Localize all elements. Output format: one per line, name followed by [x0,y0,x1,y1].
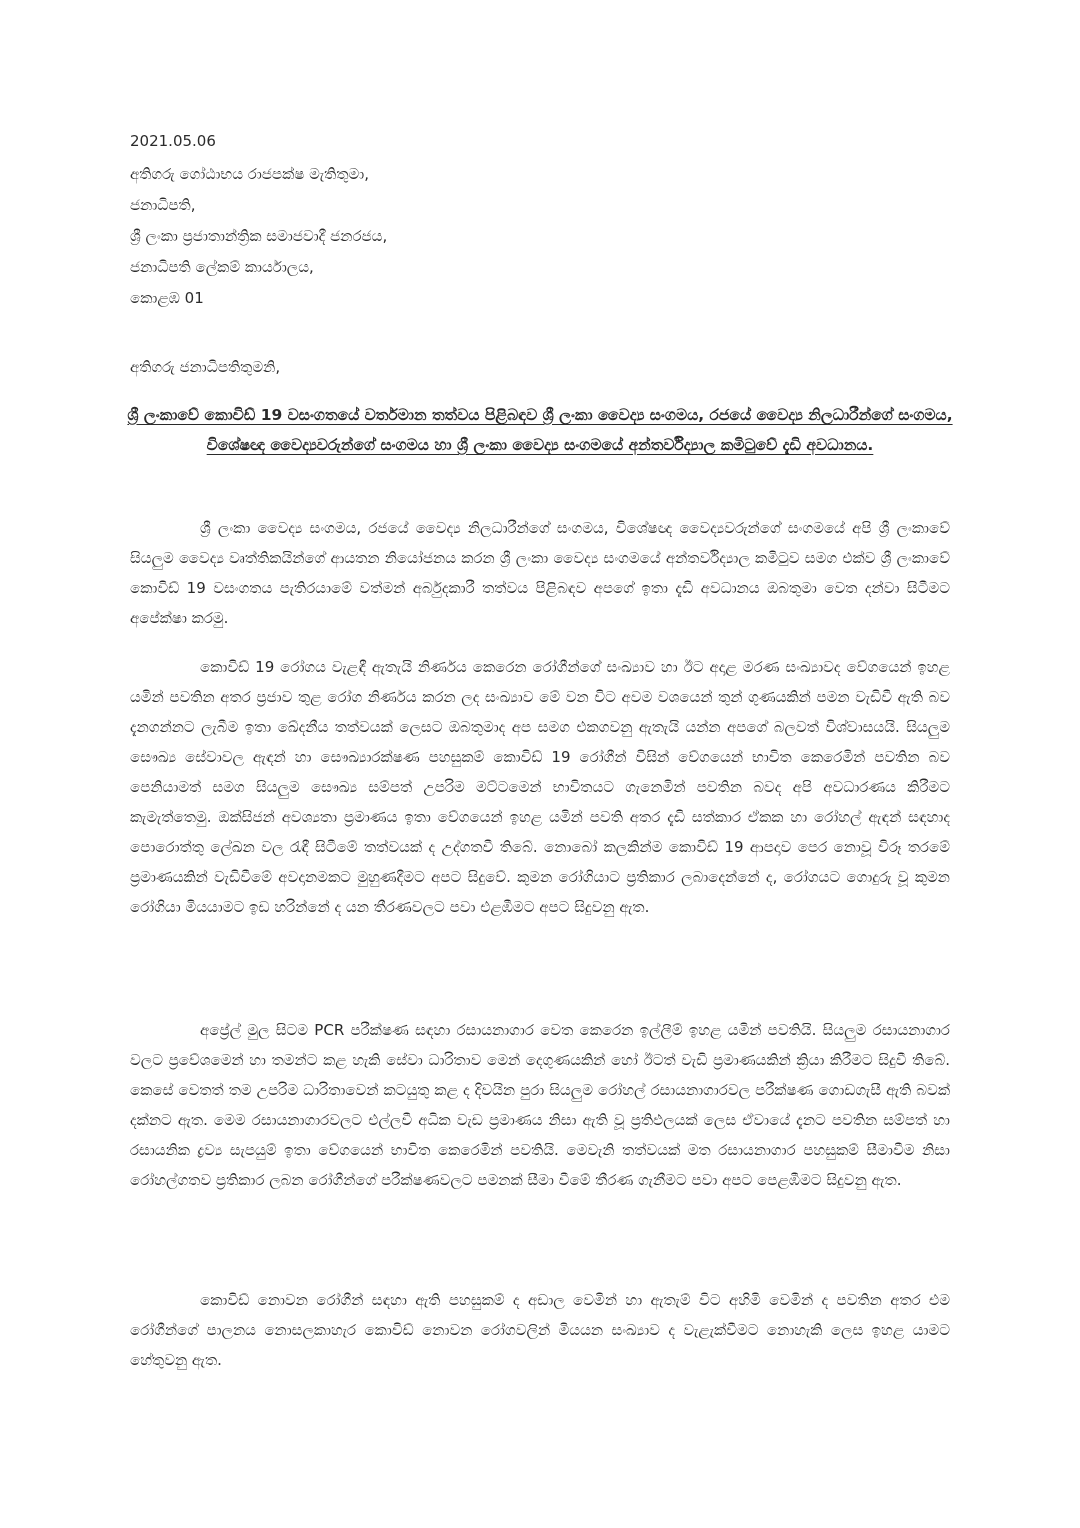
body-paragraph: කොවිඩ් 19 රෝගය වැළඳී ඇතැයි නිර්ණය කෙරෙන රෝගීන්ගේ සංඛ්‍යාව හා ඊට අදාළ මරණ සංඛ්‍යාවද වේගයෙන් ඉහළ යමින් පවතින අතර ප්‍රජාව තුළ රෝග නිර්ණය කරන ලද සංඛ්‍යාව මේ වන විට අවම වශයෙන් තුන් ගුණයකින් පමන වැඩිවී ඇති බව දැනගන්නට ලැබීම ඉතා ඛේදනීය තත්වයක් ලෙසට ඔබතුමාද අප සමග එකගවනු ඇතැයි යන්න අපගේ බලවත් විශ්වාසයයි. සියලුම සෞඛ්‍ය සේවාවල ඇඳන් හා සෞඛ්‍යාරක්ෂණ පහසුකම් කොවිඩ් 19 රෝගීන් විසින් වේගයෙන් භාවිත කෙරෙමින් පවතින බව පෙනියාමත් සමග සියලුම සෞඛ්‍ය සම්පත් උපරිම මට්ටමෙන් භාවිතයට ගැනෙමින් පවතින බවද අපි අවධාරණය කිරීමට කැමැත්තෙමු. ඔක්සිජන් අවශ්‍යතා ප්‍රමාණය ඉතා වේගයෙන් ඉහළ යමින් පවති අතර දැඩි සත්කාර ඒකක හා රෝහල් ඇඳන් සඳහාද පොරොත්තු ලේඛන වල රැඳී සිටීමේ තත්වයක් ද උද්ගතවී තිබේ. නොබෝ කලකින්ම කොවිඩ් 19 ආපදාව පෙර නොවූ විරූ තරමේ ප්‍රමාණයකින් වැඩිවීමේ අවදානමකට මුහුණදීමට අපට සිදුවේ. කුමන රෝගියාට ප්‍රතිකාර ලබාදෙන්නේ ද, රෝගයට ගොදුරු වූ කුමන රෝගියා මියයාමට ඉඩ හරින්නේ ද යන තීරණවලට පවා එළඹීමට අපට සිදුවනු ඇත. [130,658,950,916]
recipient-address [130,159,830,314]
salutation: අතිගරු ජනාධිපතිතුමනි, [130,358,281,376]
address-line: අතිගරු ගෝඨාභය රාජපක්ෂ මැතිතුමා, [130,165,370,183]
letter-subject: ශ්‍රී ලංකාවේ කොවිඩ් 19 වසංගතයේ වර්තමාන තත්වය පිළිබඳව ශ්‍රී ලංකා වෛද්‍ය සංගමය, රජයේ වෛද්‍ය නිලධාරීන්ගේ සංගමය, විශේෂඥ වෛද්‍යවරුන්ගේ සංගමය හා ශ්‍රී ලංකා වෛද්‍ය සංගමයේ අන්තර්විද්‍යාල කමිටුවේ දැඩි අවධානය. [127,406,953,454]
body-paragraph: අප්‍රේල් මුල සිටම PCR පරීක්ෂණ සඳහා රසායනාගාර වෙත කෙරෙන ඉල්ලීම් ඉහළ යමින් පවතියි. සියලුම රසායනාගාර වලට ප්‍රවේශමෙන් හා තමන්ට කළ හැකි සේවා ධාරිතාව මෙන් දෙගුණයකින් හෝ ඊටත් වැඩි ප්‍රමාණයකින් ක්‍රියා කිරීමට සිදුවී තිබේ. කෙසේ වෙතත් තම උපරිම ධාරිතාවෙන් කටයුතු කළ ද දිවයින පුරා සියලුම රෝහල් රසායනාගාරවල පරීක්ෂණ ගොඩගැසී ඇති බවක් දක්නට ඇත. මෙම රසායනාගාරවලට එල්ලවී අධික වැඩ ප්‍රමාණය නිසා ඇති වූ ප්‍රතිඵලයක් ලෙස ඒවායේ දැනට පවතින සම්පත් හා රසායනික ද්‍රව්‍ය සැපයුම් ඉතා වේගයෙන් භාවිත කෙරෙමින් පවතියි. මෙවැනි තත්වයක් මත රසායනාගාර පහසුකම් සීමාවීම නිසා රෝහල්ගතව ප්‍රතිකාර ලබන රෝගීන්ගේ පරීක්ෂණවලට පමනක් සීමා වීමේ තීරණ ගැනීමට පවා අපට පෙළඹීමට සිදුවනු ඇත. [130,1021,950,1189]
address-line: ශ්‍රී ලංකා ප්‍රජාතාන්ත්‍රික සමාජවාදී ජනරජය, [130,227,388,245]
body-paragraph: ශ්‍රී ලංකා වෛද්‍ය සංගමය, රජයේ වෛද්‍ය නිලධාරීන්ගේ සංගමය, විශේෂඥ වෛද්‍යවරුන්ගේ සංගමයේ අපි ශ්‍රී ලංකාවේ සියලුම වෛද්‍ය වෘත්තිකයින්ගේ ආයතන නියෝජනය කරන ශ්‍රී ලංකා වෛද්‍ය සංගමයේ අන්තර්විද්‍යාල කමිටුව සමග එක්ව ශ්‍රී ලංකාවේ කොවිඩ් 19 වසංගතය පැතිරයාමේ වත්මන් අර්බුදකාරී තත්වය පිළිබඳව අපගේ ඉතා දැඩි අවධානය ඔබතුමා වෙත දන්වා සිටීමට අපේක්ෂා කරමු. [130,519,950,627]
letter-date: 2021.05.06 [130,132,216,150]
address-line: කොළඹ 01 [130,289,204,307]
address-line: ජනාධිපති ලේකම් කාර්යාලය, [130,258,314,276]
address-line: ජනාධිපති, [130,196,196,214]
body-paragraph: කොවිඩ් නොවන රෝගීන් සඳහා ඇති පහසුකම් ද අඩාල වෙමින් හා ඇතැම් විට අහිමි වෙමින් ද පවතින අතර එම රෝගීන්ගේ පාලනය නොසලකාහැර කොවිඩ් නොවන රෝගවලින් මියයන සංඛ්‍යාව ද වැළැක්වීමට නොහැකි ලෙස ඉහළ යාමට හේතුවනු ඇත. [130,1291,950,1369]
